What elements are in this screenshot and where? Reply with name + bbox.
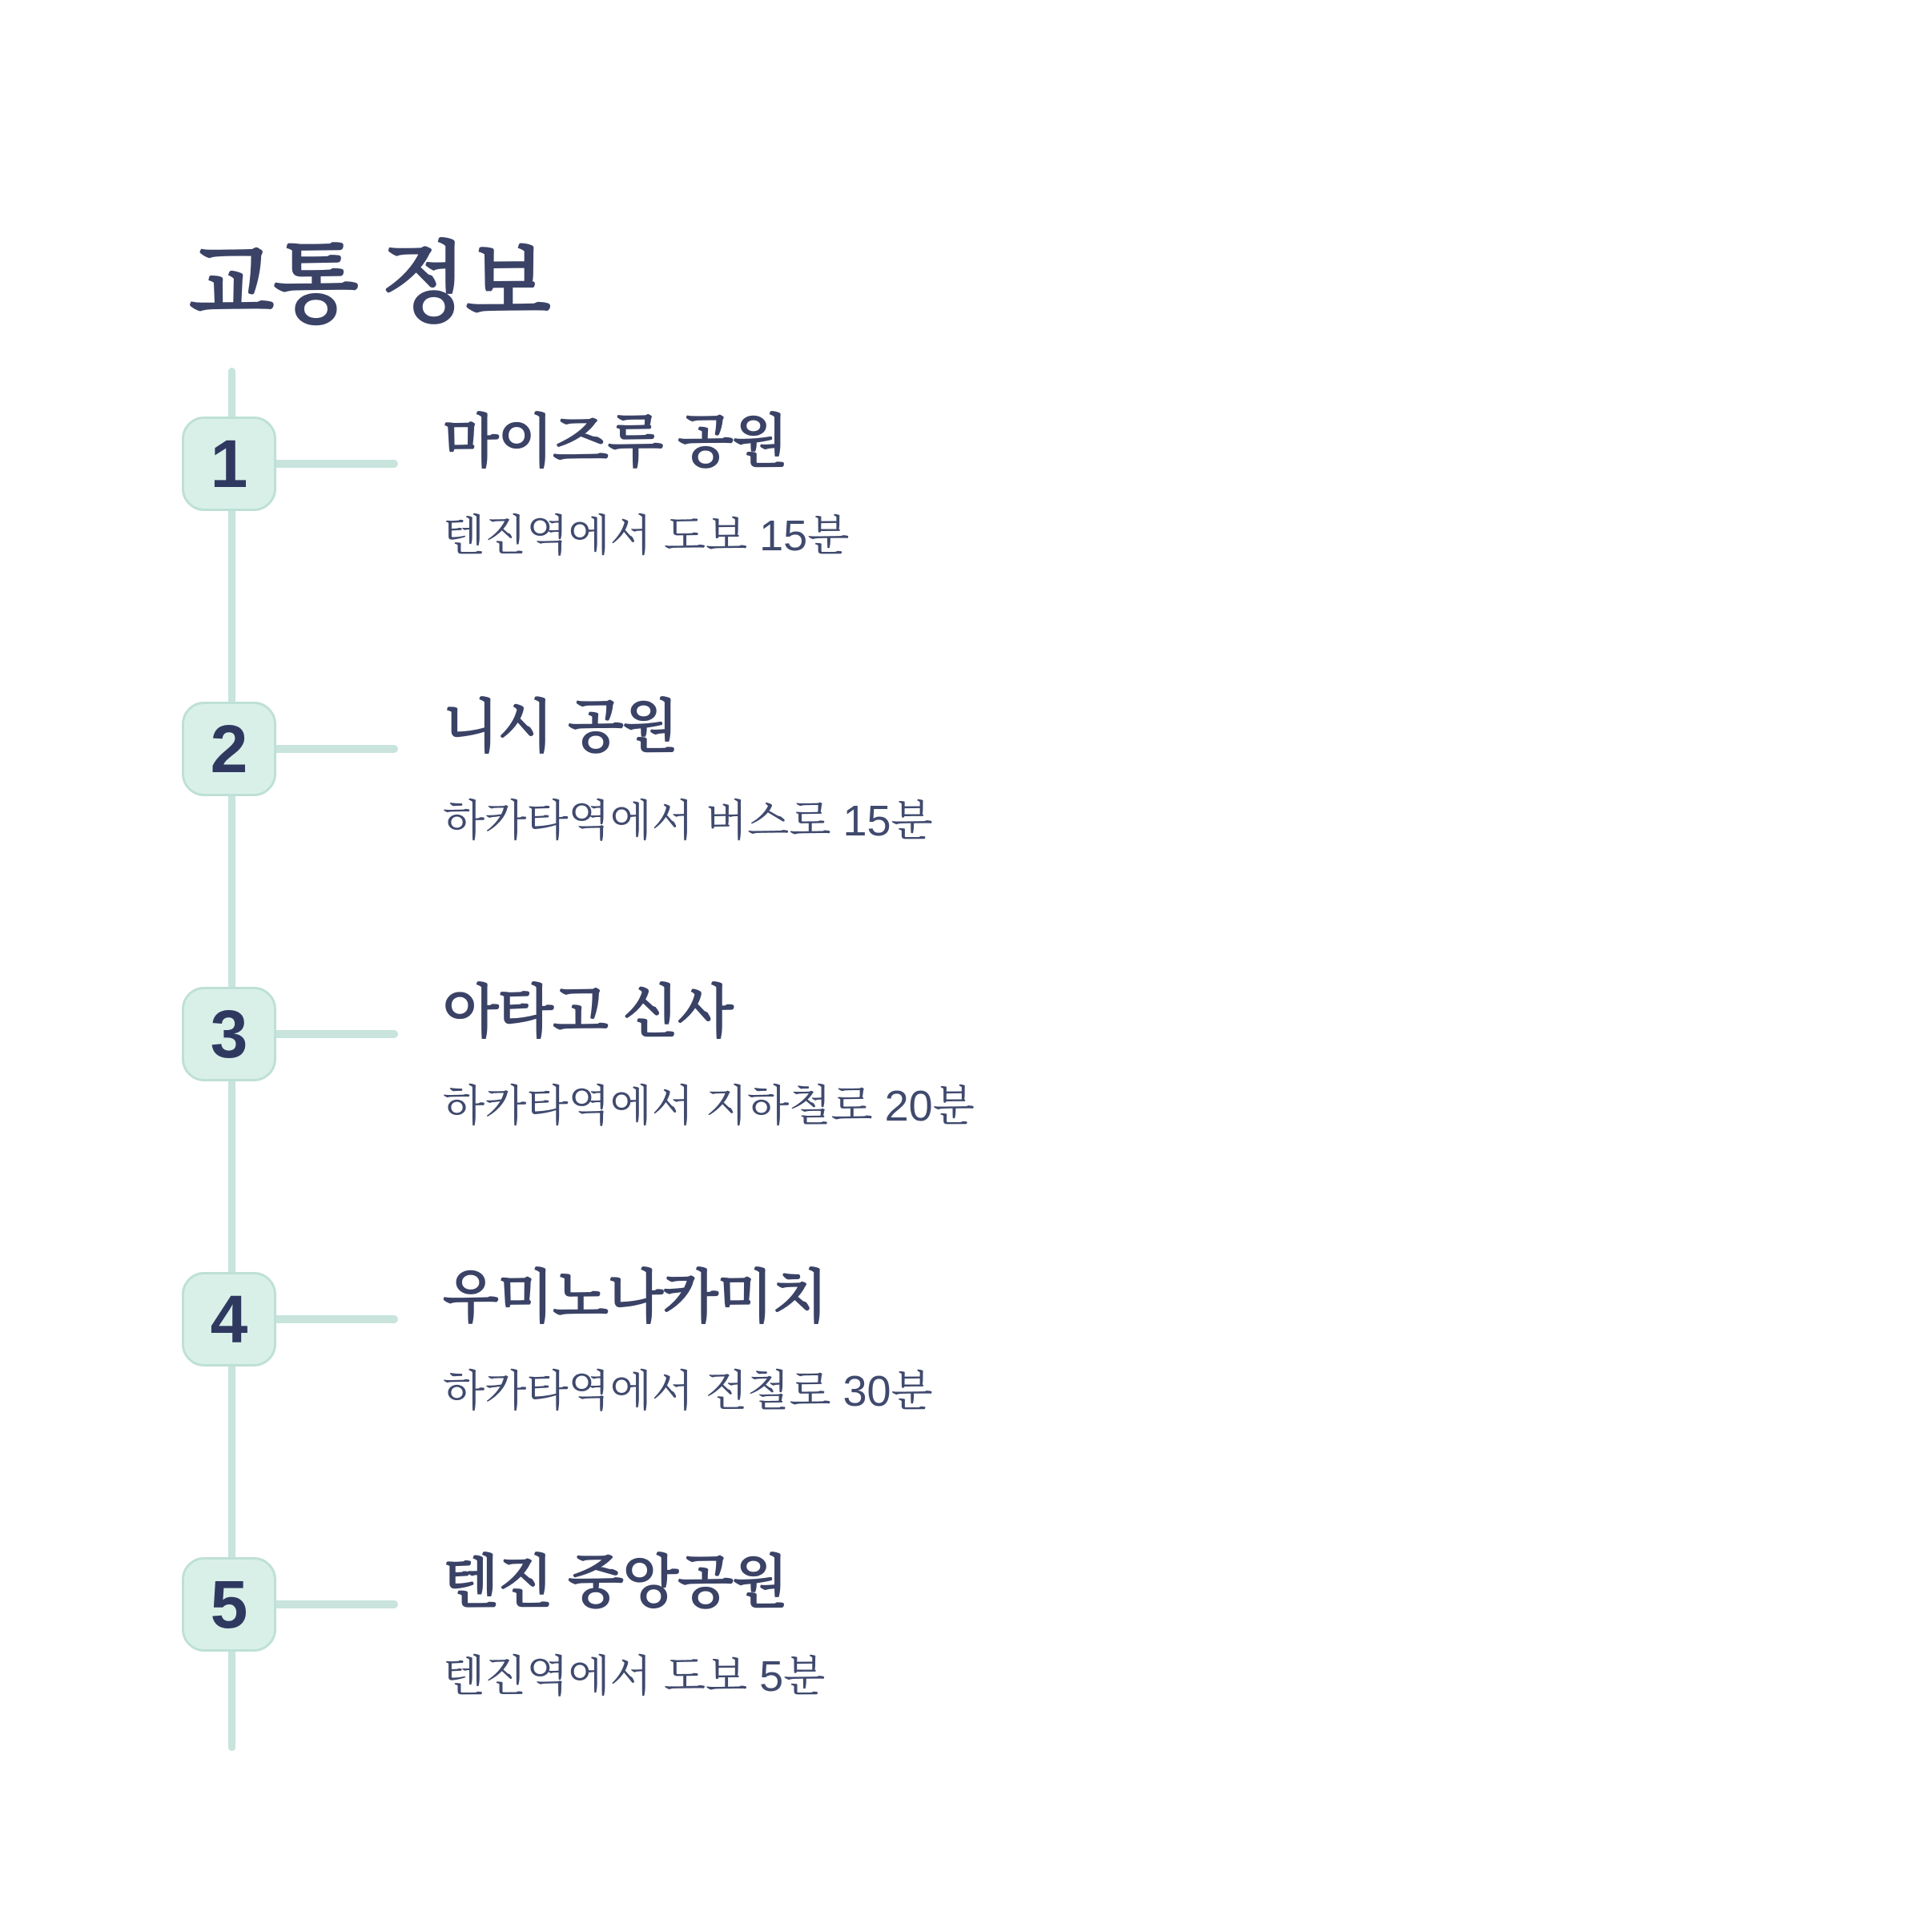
item-subtitle: 하카타역에서 지하철로 20분 [443, 1082, 975, 1130]
item-number-badge [182, 1557, 276, 1652]
item-subtitle: 텐진역에서 도보 15분 [443, 512, 850, 560]
item-subtitle: 텐진역에서 도보 5분 [443, 1652, 826, 1701]
timeline-item [0, 980, 1922, 1179]
item-number-badge [182, 417, 276, 511]
item-number: 3 [210, 996, 248, 1072]
page-title: 교통 정보 [189, 234, 550, 333]
item-number-badge [182, 702, 276, 796]
item-number-badge [182, 987, 276, 1081]
item-subtitle: 하카타역에서 버스로 15분 [443, 797, 933, 845]
item-connector-line [276, 1030, 398, 1038]
item-title: 아타고 신사 [443, 980, 733, 1044]
item-number-badge [182, 1272, 276, 1366]
item-number: 1 [210, 426, 248, 501]
item-title: 텐진 중앙공원 [443, 1551, 788, 1615]
item-number: 5 [210, 1567, 248, 1642]
item-subtitle: 하카타역에서 전철로 30분 [443, 1367, 933, 1415]
item-title: 마이즈루 공원 [443, 410, 788, 474]
item-connector-line [276, 1315, 398, 1323]
timeline-item [0, 1551, 1922, 1749]
timeline-item [0, 410, 1922, 609]
item-number: 2 [210, 711, 248, 787]
timeline-item [0, 1266, 1922, 1464]
timeline-item [0, 695, 1922, 894]
item-number: 4 [210, 1282, 248, 1357]
item-connector-line [276, 1600, 398, 1608]
item-title: 니시 공원 [443, 695, 678, 759]
item-connector-line [276, 460, 398, 468]
item-title: 우미노나카미치 [443, 1266, 827, 1330]
item-connector-line [276, 745, 398, 753]
